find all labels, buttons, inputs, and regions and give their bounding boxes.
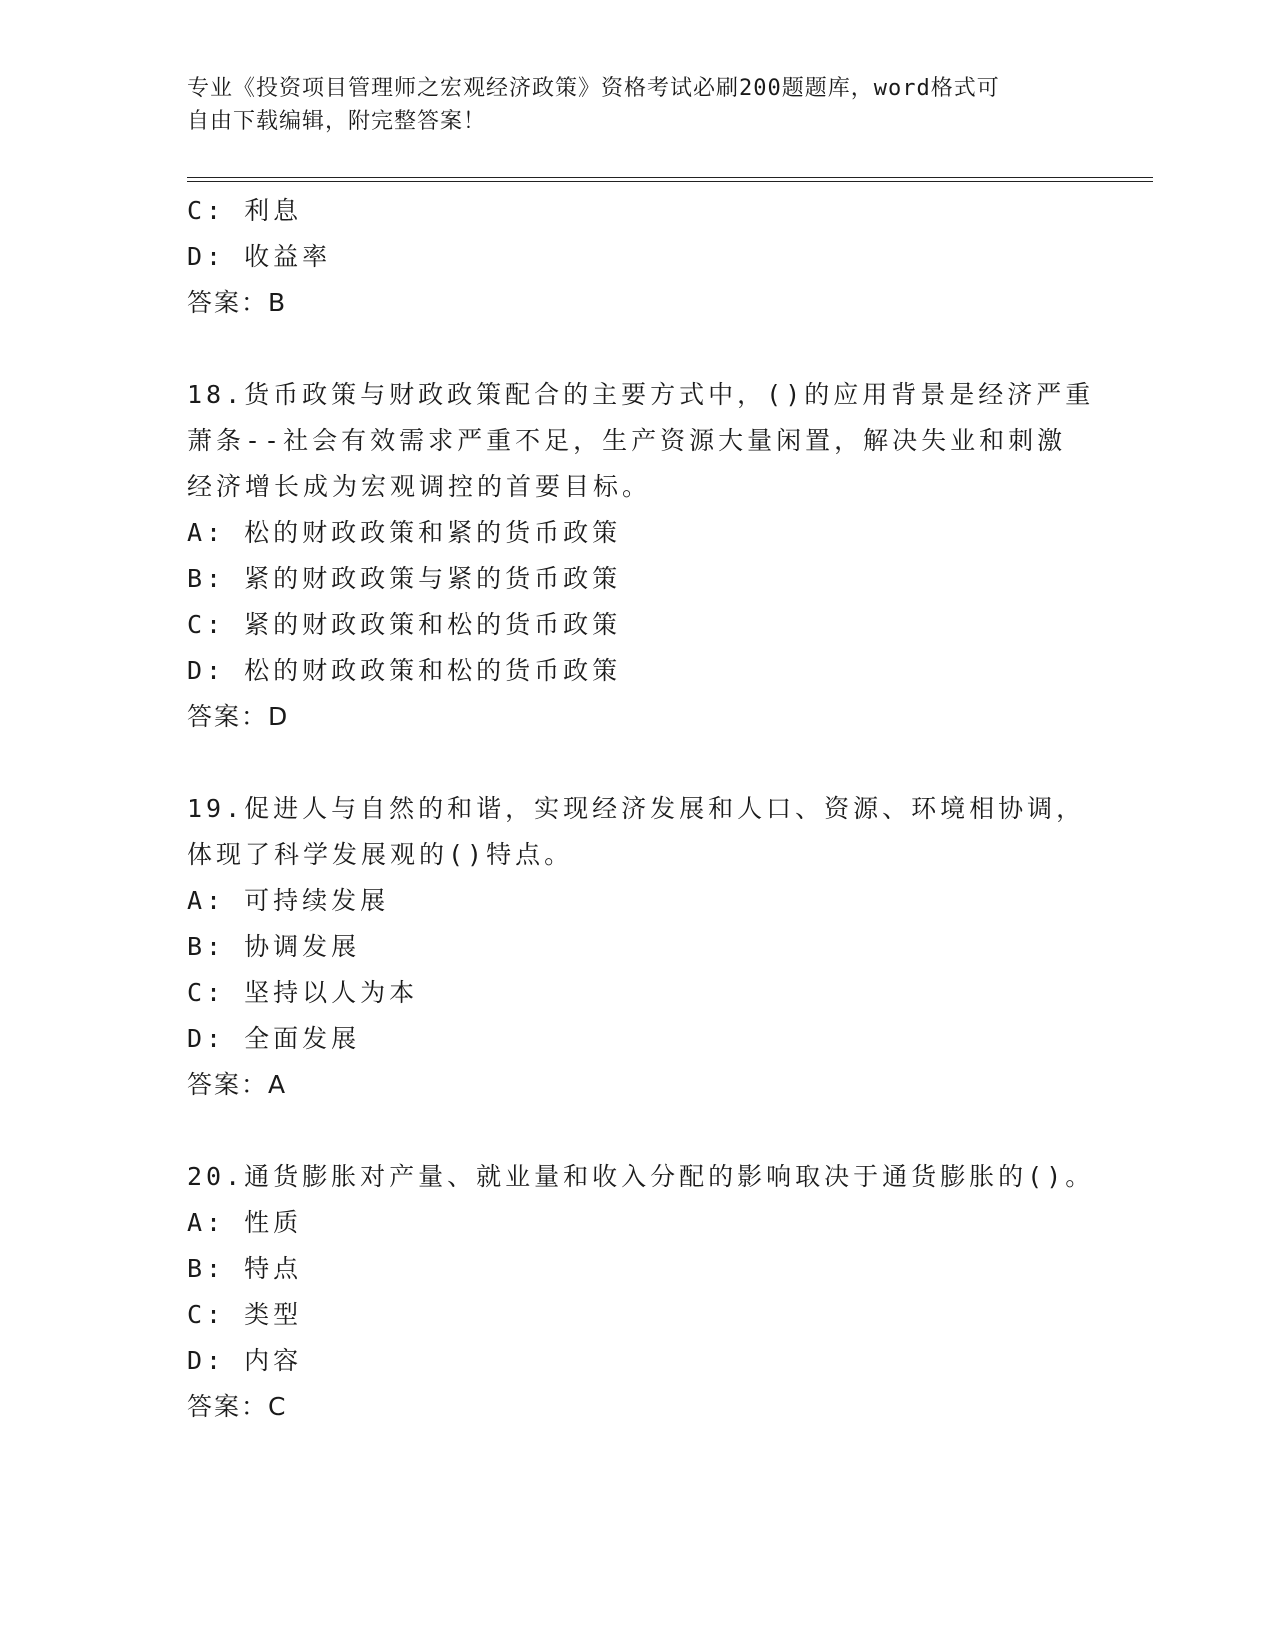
answer: 答案：A: [187, 1070, 288, 1099]
option-c: C: 利息: [187, 196, 303, 225]
option-d: D: 全面发展: [187, 1024, 361, 1053]
header-line-2: 自由下载编辑，附完整答案！: [187, 109, 487, 134]
option-c: C: 紧的财政政策和松的货币政策: [187, 610, 622, 639]
spacer: [187, 1108, 1087, 1154]
option-d: D: 收益率: [187, 242, 332, 271]
question-19: [187, 786, 1087, 1108]
option-a: A: 松的财政政策和紧的货币政策: [187, 518, 622, 547]
option-c: C: 类型: [187, 1300, 303, 1329]
question-text-line: 20.通货膨胀对产量、就业量和收入分配的影响取决于通货膨胀的()。: [187, 1162, 1095, 1191]
question-18: [187, 372, 1095, 740]
option-c: C: 坚持以人为本: [187, 978, 419, 1007]
option-b: B: 协调发展: [187, 932, 361, 961]
option-b: B: 紧的财政政策与紧的货币政策: [187, 564, 622, 593]
answer: 答案：B: [187, 288, 288, 317]
option-a: A: 可持续发展: [187, 886, 390, 915]
option-b: B: 特点: [187, 1254, 303, 1283]
spacer: [187, 740, 1087, 786]
option-a: A: 性质: [187, 1208, 303, 1237]
option-d: D: 内容: [187, 1346, 303, 1375]
header-divider: [187, 177, 1153, 182]
question-20: [187, 1154, 1095, 1430]
option-d: D: 松的财政政策和松的货币政策: [187, 656, 622, 685]
header-line-1: 专业《投资项目管理师之宏观经济政策》资格考试必刷200题题库，word格式可: [187, 76, 1000, 101]
question-text-line: 19.促进人与自然的和谐，实现经济发展和人口、资源、环境相协调，: [187, 794, 1086, 823]
question-text-line: 萧条--社会有效需求严重不足，生产资源大量闲置，解决失业和刺激: [187, 426, 1067, 455]
answer: 答案：C: [187, 1392, 288, 1421]
document-header: [187, 72, 1067, 138]
question-17-continued: [187, 188, 1087, 326]
question-text-line: 体现了科学发展观的()特点。: [187, 840, 574, 869]
document-body: [187, 188, 1095, 1430]
answer: 答案：D: [187, 702, 290, 731]
spacer: [187, 326, 1087, 372]
question-text-line: 18.货币政策与财政政策配合的主要方式中，()的应用背景是经济严重: [187, 380, 1095, 409]
question-text-line: 经济增长成为宏观调控的首要目标。: [187, 472, 652, 501]
